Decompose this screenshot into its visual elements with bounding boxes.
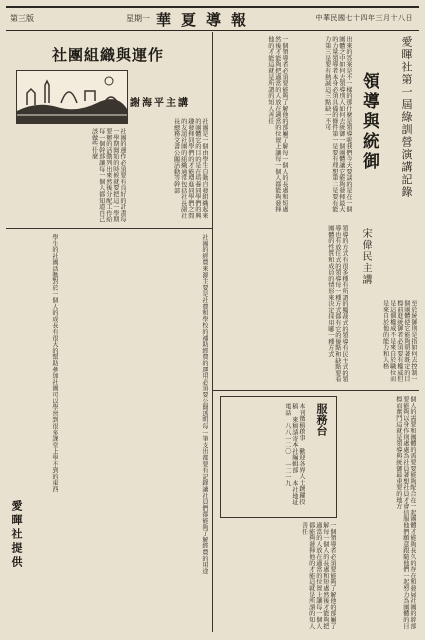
section-body-b: 社團的運作必須要有良好的計畫每一學期開始的時候就要把這一學期要辦的活動列出來然後分配工作給每一個幹部讓每一個人都知道自己該做些什麼 bbox=[90, 128, 126, 223]
feature-body-a: 出來的答案是不一樣的那什麼是領導呢我們今天要談的是在一個團體之中如何去領導別人如何去統御一個團體讓它能夠發揮最大的力量領導者本身必須具備的條件第一是要有理想第二是要有能力第三是要有熱誠這三點缺一不可 bbox=[323, 36, 352, 213]
notice-title: 服務台 bbox=[315, 403, 328, 436]
feature-body-d: 至於統御則是指如何去控制一個團體使它能夠朝著既定的目標前進統御者必須要有權威但是這個權威不是來自於職位而是來自於他的能力和人格 bbox=[381, 300, 417, 382]
newspaper-name: 華夏導報 bbox=[156, 11, 257, 29]
page-number: 第三版 bbox=[10, 14, 34, 23]
section-body-c: 社團的經費來源主要是社費和學校的補助經費的運用必須要公開透明每一筆支出都要有記錄讓社員們都能夠了解經費的用途 bbox=[201, 234, 208, 575]
feature-body-c: 領導的方式有很多種有所謂的獨裁式的領導有民主式的領導也有放任式的領導每一種方式都有它的優點和缺點要看團體的性質和成員的情形來決定採用哪一種方式 bbox=[326, 225, 348, 383]
section-body-d: 學生的社團活動對於一個人的成長有很大的幫助參加社團可以學習到很多課堂上學不到的東西 bbox=[51, 234, 58, 493]
column-rule-center bbox=[212, 32, 213, 632]
section-title: 社團組織與運作 bbox=[52, 46, 165, 64]
notice-box bbox=[220, 396, 337, 518]
woodcut-illustration bbox=[16, 70, 128, 124]
credit-wrap bbox=[8, 500, 26, 630]
section-speaker: 謝海平主講 bbox=[130, 98, 190, 109]
feature-title-wrap bbox=[355, 72, 379, 222]
feature-title: 領導與統御 bbox=[359, 72, 379, 172]
weekday: 星期一 bbox=[126, 14, 150, 23]
feature-subtitle: 愛暉社第一屆綠訓營演講記錄 bbox=[400, 36, 413, 199]
feature-body-continued: 一個領導者必須要能夠了解他的部屬了解每一個人的長處和短處然後才能夠把適當的人放在適當的位置上讓每一個人都能夠發揮他的才能這就是所謂的知人善任 bbox=[300, 522, 336, 630]
right-body: 個人的需要和團體的需要要能夠配合在一起團體才能夠長久的存在和發展社團的幹部要能夠以身作則處處為社員著想社員才會信服他們願意跟隨他們一起努力為團體的目標而奮鬥這就是領導與統御最重要的地方 bbox=[394, 396, 416, 630]
feature-author: 宋偉民主講 bbox=[360, 228, 371, 286]
feature-body-b: 一個領導者必須要能夠了解他的部屬了解每一個人的長處和短處然後才能夠把適當的人放在適當的位置上讓每一個人都能夠發揮他的才能這就是所謂的知人善任 bbox=[266, 36, 288, 213]
rule-left-middle bbox=[6, 228, 212, 229]
rule-right-middle bbox=[212, 390, 419, 391]
source-credit: 愛暉社提供 bbox=[10, 500, 23, 570]
masthead-strip bbox=[6, 6, 419, 31]
issue-date: 中華民國七十四年三月十八日 bbox=[315, 14, 413, 22]
skyline-illustration-icon bbox=[17, 71, 127, 123]
notice-text: 本刊徵稿啟事 歡迎各界人士踴躍投稿 來稿請寄本社編輯部 本社地址 電話 八八一二〇 一二一九 bbox=[283, 403, 305, 506]
section-body-a: 社團是一個由學生自動自發組織起來的團體它的目的是在培養同學們的興趣發揮同學們的才能增進同學們之間的友誼社團的組織通常包括社長副社長總務文書公關活動等幹部 bbox=[172, 118, 208, 219]
